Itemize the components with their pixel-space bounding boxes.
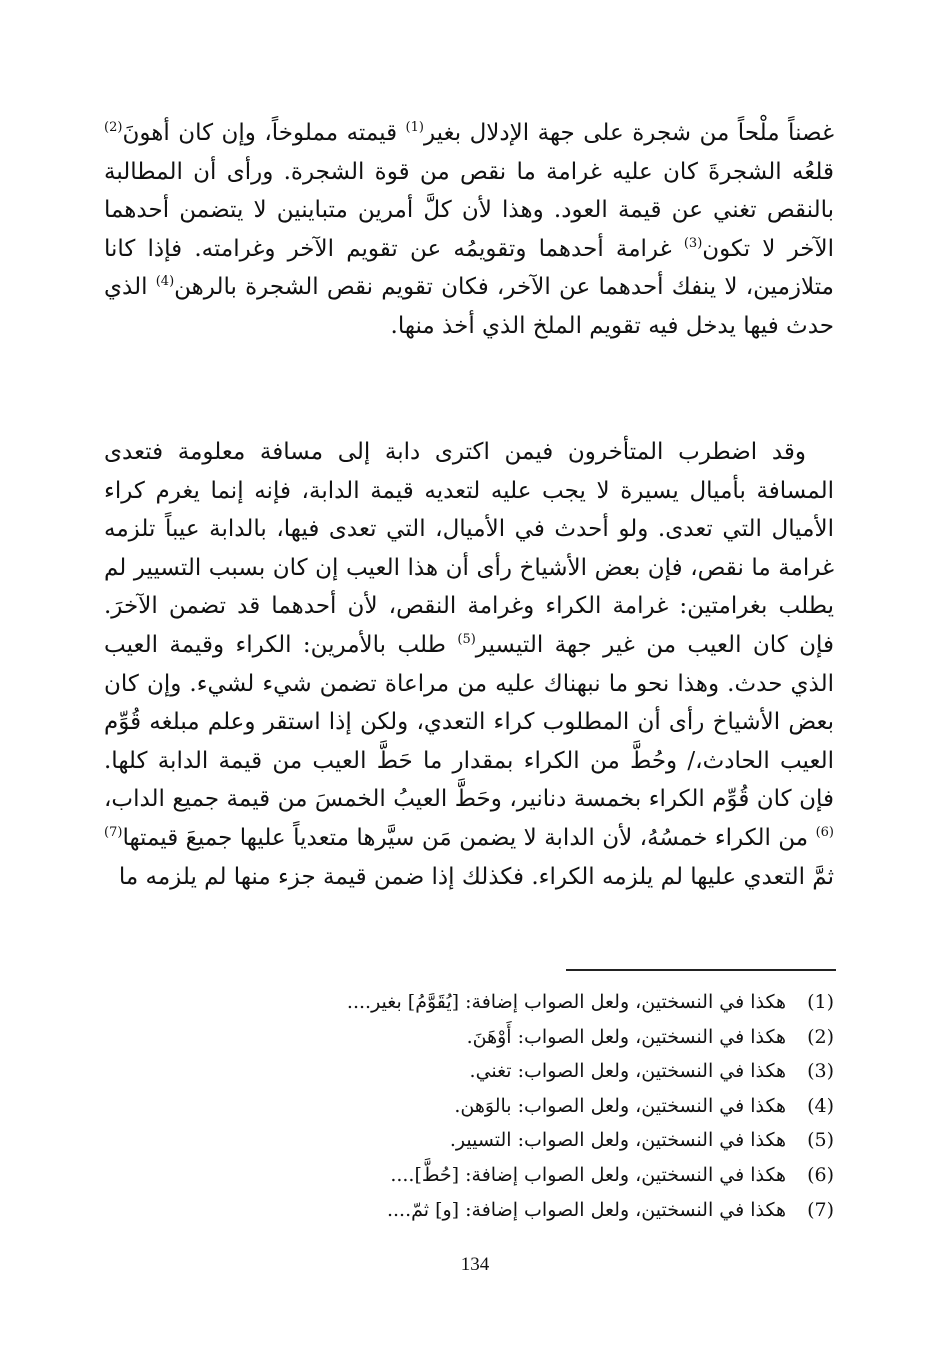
paragraph-text: الذي حدث فيها يدخل فيه تقويم الملخ الذي أخذ منها. xyxy=(104,274,834,339)
footnote-text: هكذا في النسختين، ولعل الصواب: التسيير. xyxy=(449,1129,786,1152)
paragraph-text: قلعُه الشجرةَ كان عليه غرامة ما نقص من قوة الشجرة. ورأى أن المطالبة بالنقص تغني عن قيمة العود. وهذا لأن كلَّ أمرين متباينين لا يتضمن أحدهما الآخر لا تكون xyxy=(104,158,835,262)
footnote-7 xyxy=(104,1193,834,1228)
body-paragraph-2 xyxy=(104,433,834,896)
footnote-marker-1: (1) xyxy=(405,120,424,135)
footnote-number: (2) xyxy=(807,1025,834,1048)
paragraph-text: وقد اضطرب المتأخرون فيمن اكترى دابة إلى مسافة معلومة فتعدى المسافة بأميال يسيرة لا يجب عليه لتعديه قيمة الدابة، فإنه إنما يغرم كراء الأميال التي تعدى. ولو أحدث في الأميال، التي تعدى فيها، بالدابة عيباً تلزمه غرامة ما نقص، فإن بعض الأشياخ رأى أن هذا العيب إن كان بسبب التسيير لم يطلب بغرامتين: غرامة الكراء وغرامة النقص، لأن أحدهما قد تضمن الآخرَ. فإن كان العيب من غير جهة التيسير xyxy=(104,439,834,658)
footnote-number: (1) xyxy=(807,991,834,1013)
footnote-number: (6) xyxy=(807,1163,834,1186)
paragraph-text: قيمته مملوخاً، وإن كان أهونَ xyxy=(122,120,406,146)
paragraph-text: ثمَّ التعدي عليها لم يلزمه الكراء. فكذلك إذا ضمن قيمة جزء منها لم يلزمه ما xyxy=(118,863,834,890)
footnote-marker-2: (2) xyxy=(104,120,123,135)
page-number: 134 xyxy=(460,1254,490,1275)
footnote-number: (4) xyxy=(807,1094,834,1117)
footnote-text: هكذا في النسختين، ولعل الصواب: تغني. xyxy=(469,1060,786,1083)
footnote-5 xyxy=(104,1123,834,1158)
body-paragraph-1 xyxy=(104,114,834,346)
footnote-3 xyxy=(104,1054,834,1089)
footnote-2 xyxy=(104,1020,834,1055)
paragraph-text: غصناً ملْحاً من شجرة على جهة الإدلال بغير xyxy=(423,120,834,146)
footnote-marker-3: (3) xyxy=(683,235,703,251)
paragraph-text: طلب بالأمرين: الكراء وقيمة العيب الذي حدث. وهذا نحو ما نبهناك عليه من مراعاة تضمن شيء لشيء. وإن كان بعض الأشياخ رأى أن المطلوب كراء التعدي، ولكن إذا استقر وعلم مبلغه قُوِّم العيب الحادث،/ وحُطَّ من الكراء بمقدار ما حَطَّ العيب من قيمة الدابة كلها. فإن كان قُوِّم الكراء بخمسة دنانير، وحَطَّ العيبُ الخمسَ من قيمة جميع الداب، xyxy=(104,631,834,813)
footnote-marker-7: (7) xyxy=(104,824,123,840)
paragraph-text: من الكراء خمسُهُ، لأن الدابة لا يضمن مَن سيَّرها متعدياً عليها جميعَ قيمتها xyxy=(122,824,816,851)
footnote-text: هكذا في النسختين، ولعل الصواب: بالوَهن. xyxy=(454,1094,786,1117)
paragraph-text: غرامة أحدهما وتقويمُه عن تقويم الآخر وغرامته. فإذا كانا متلازمين، لا ينفك أحدهما عن الآخر، فكان تقويم نقص الشجرة بالرهن xyxy=(104,235,834,301)
footnote-6 xyxy=(104,1158,834,1193)
footnote-marker-5: (5) xyxy=(457,631,476,647)
footnote-text: هكذا في النسختين، ولعل الصواب إضافة: [حُطَّ].... xyxy=(390,1163,786,1186)
footnote-text: هكذا في النسختين، ولعل الصواب إضافة: [يُقَوَّمُ] بغير.... xyxy=(346,991,786,1013)
footnote-separator xyxy=(566,969,836,971)
footnote-4 xyxy=(104,1089,834,1124)
footnote-number: (5) xyxy=(807,1129,834,1152)
footnote-marker-6: (6) xyxy=(815,824,834,840)
footnotes-section xyxy=(104,985,834,1227)
footnote-marker-4: (4) xyxy=(155,274,175,290)
footnote-1 xyxy=(104,985,834,1020)
footnote-number: (7) xyxy=(807,1198,834,1221)
footnote-text: هكذا في النسختين، ولعل الصواب إضافة: [و] ثمّ.... xyxy=(386,1198,786,1221)
footnote-number: (3) xyxy=(807,1060,834,1083)
footnote-text: هكذا في النسختين، ولعل الصواب: أَوْهَنَ. xyxy=(466,1025,786,1048)
